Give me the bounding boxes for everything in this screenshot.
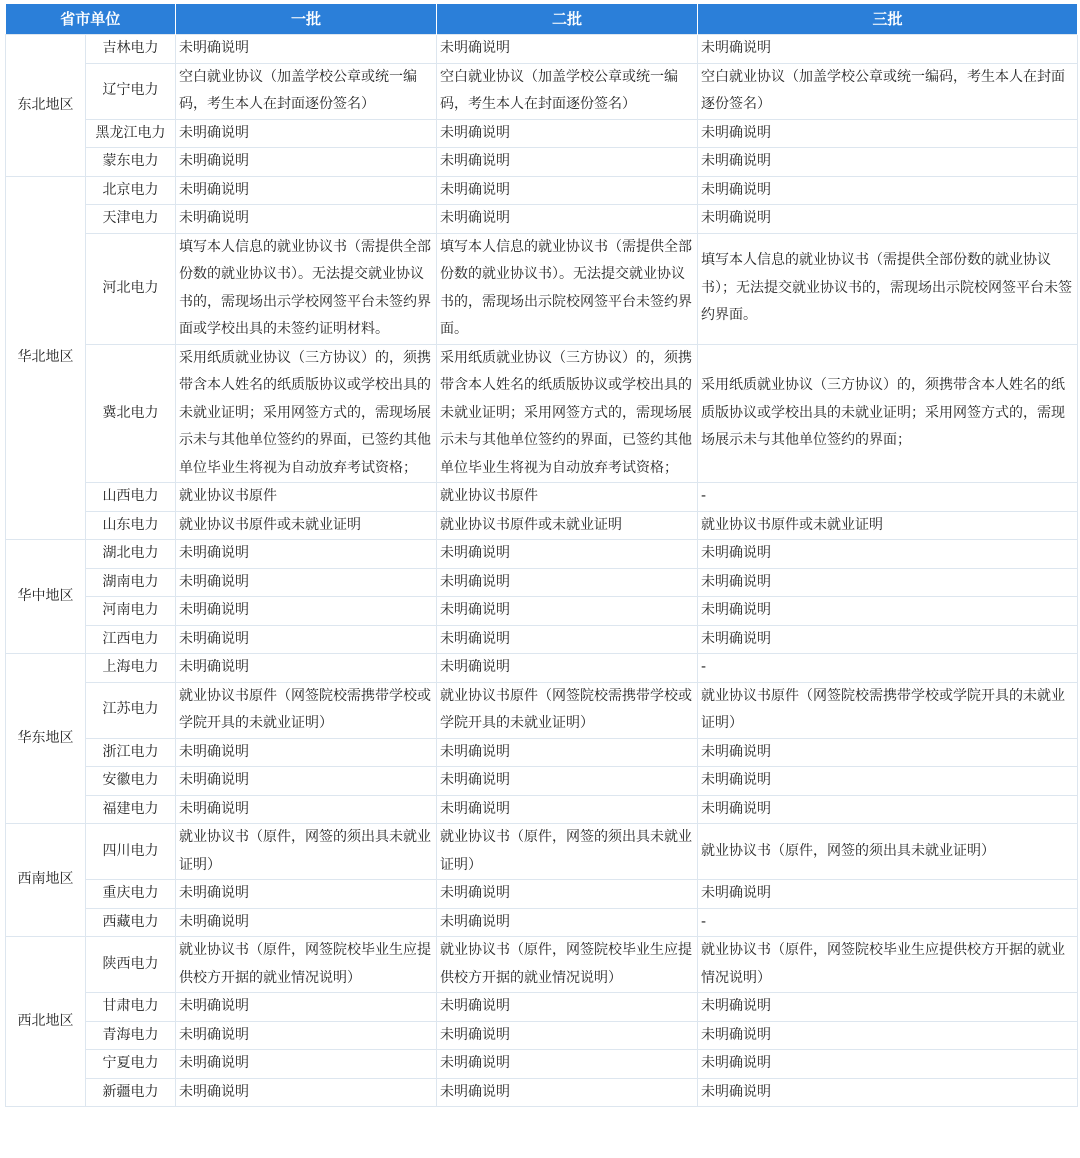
table-row [6,148,1078,177]
unit-cell: 陕西电力 [86,937,176,993]
region-cell: 华中地区 [6,540,86,654]
region-cell: 华北地区 [6,176,86,540]
batch3-cell: 就业协议书（原件，网签院校毕业生应提供校方开据的就业情况说明） [698,937,1078,993]
batch2-cell: 采用纸质就业协议（三方协议）的，须携带含本人姓名的纸质版协议或学校出具的未就业证明；采用网签方式的，需现场展示未与其他单位签约的界面，已签约其他单位毕业生将视为自动放弃考试资格； [437,344,698,483]
unit-cell: 吉林电力 [86,35,176,64]
table-row [6,233,1078,344]
batch3-cell: 采用纸质就业协议（三方协议）的，须携带含本人姓名的纸质版协议或学校出具的未就业证明；采用网签方式的，需现场展示未与其他单位签约的界面； [698,344,1078,483]
unit-cell: 山西电力 [86,483,176,512]
region-cell: 东北地区 [6,35,86,177]
batch2-cell: 空白就业协议（加盖学校公章或统一编码，考生本人在封面逐份签名） [437,63,698,119]
batch3-cell: 就业协议书原件或未就业证明 [698,511,1078,540]
batch2-cell: 未明确说明 [437,738,698,767]
batch2-cell: 未明确说明 [437,654,698,683]
batch2-cell: 未明确说明 [437,597,698,626]
header-batch3: 三批 [698,4,1078,35]
batch1-cell: 填写本人信息的就业协议书（需提供全部份数的就业协议书）。无法提交就业协议书的，需现场出示学校网签平台未签约界面或学校出具的未签约证明材料。 [176,233,437,344]
unit-cell: 山东电力 [86,511,176,540]
table-row [6,344,1078,483]
table-row [6,654,1078,683]
batch3-cell: 未明确说明 [698,1021,1078,1050]
batch3-cell: 未明确说明 [698,767,1078,796]
batch2-cell: 就业协议书原件或未就业证明 [437,511,698,540]
table-row [6,205,1078,234]
unit-cell: 重庆电力 [86,880,176,909]
batch1-cell: 就业协议书原件（网签院校需携带学校或学院开具的未就业证明） [176,682,437,738]
table-row [6,625,1078,654]
batch2-cell: 未明确说明 [437,205,698,234]
batch1-cell: 未明确说明 [176,597,437,626]
table-row [6,119,1078,148]
batch1-cell: 采用纸质就业协议（三方协议）的，须携带含本人姓名的纸质版协议或学校出具的未就业证明；采用网签方式的，需现场展示未与其他单位签约的界面，已签约其他单位毕业生将视为自动放弃考试资格； [176,344,437,483]
unit-cell: 甘肃电力 [86,993,176,1022]
batch3-cell: 未明确说明 [698,205,1078,234]
unit-cell: 上海电力 [86,654,176,683]
unit-cell: 江西电力 [86,625,176,654]
region-cell: 华东地区 [6,654,86,824]
unit-cell: 宁夏电力 [86,1050,176,1079]
batch3-cell: 未明确说明 [698,625,1078,654]
table-row [6,483,1078,512]
batch2-cell: 未明确说明 [437,568,698,597]
batch1-cell: 未明确说明 [176,35,437,64]
requirements-table [5,4,1078,1107]
batch2-cell: 未明确说明 [437,1021,698,1050]
unit-cell: 福建电力 [86,795,176,824]
table-row [6,35,1078,64]
batch1-cell: 就业协议书（原件，网签的须出具未就业证明） [176,824,437,880]
unit-cell: 河北电力 [86,233,176,344]
batch3-cell: 未明确说明 [698,35,1078,64]
batch3-cell: 未明确说明 [698,176,1078,205]
batch2-cell: 未明确说明 [437,35,698,64]
batch3-cell: 未明确说明 [698,993,1078,1022]
table-body [6,35,1078,1107]
unit-cell: 黑龙江电力 [86,119,176,148]
batch3-cell: 未明确说明 [698,540,1078,569]
batch1-cell: 未明确说明 [176,176,437,205]
batch2-cell: 未明确说明 [437,795,698,824]
batch3-cell: 未明确说明 [698,148,1078,177]
unit-cell: 蒙东电力 [86,148,176,177]
unit-cell: 天津电力 [86,205,176,234]
batch2-cell: 未明确说明 [437,119,698,148]
batch2-cell: 就业协议书（原件，网签院校毕业生应提供校方开据的就业情况说明） [437,937,698,993]
table-row [6,597,1078,626]
table-row [6,63,1078,119]
batch2-cell: 就业协议书（原件，网签的须出具未就业证明） [437,824,698,880]
batch3-cell: 未明确说明 [698,1050,1078,1079]
table-row [6,1050,1078,1079]
batch2-cell: 未明确说明 [437,908,698,937]
batch1-cell: 未明确说明 [176,568,437,597]
batch1-cell: 未明确说明 [176,625,437,654]
batch2-cell: 未明确说明 [437,625,698,654]
batch3-cell: 就业协议书原件（网签院校需携带学校或学院开具的未就业证明） [698,682,1078,738]
batch1-cell: 未明确说明 [176,1021,437,1050]
batch2-cell: 就业协议书原件（网签院校需携带学校或学院开具的未就业证明） [437,682,698,738]
batch2-cell: 未明确说明 [437,1078,698,1107]
batch3-cell: 未明确说明 [698,597,1078,626]
table-row [6,993,1078,1022]
batch1-cell: 未明确说明 [176,148,437,177]
unit-cell: 河南电力 [86,597,176,626]
unit-cell: 四川电力 [86,824,176,880]
table-header-row [6,4,1078,35]
batch1-cell: 就业协议书原件或未就业证明 [176,511,437,540]
table-row [6,937,1078,993]
batch2-cell: 未明确说明 [437,993,698,1022]
batch2-cell: 未明确说明 [437,540,698,569]
unit-cell: 安徽电力 [86,767,176,796]
unit-cell: 新疆电力 [86,1078,176,1107]
batch1-cell: 未明确说明 [176,795,437,824]
batch1-cell: 未明确说明 [176,1050,437,1079]
batch3-cell: 未明确说明 [698,880,1078,909]
unit-cell: 江苏电力 [86,682,176,738]
batch3-cell: 未明确说明 [698,568,1078,597]
batch1-cell: 未明确说明 [176,1078,437,1107]
batch2-cell: 未明确说明 [437,176,698,205]
table-row [6,568,1078,597]
unit-cell: 西藏电力 [86,908,176,937]
batch1-cell: 就业协议书（原件，网签院校毕业生应提供校方开据的就业情况说明） [176,937,437,993]
table-row [6,908,1078,937]
batch1-cell: 未明确说明 [176,767,437,796]
batch3-cell: - [698,483,1078,512]
batch2-cell: 未明确说明 [437,767,698,796]
unit-cell: 湖南电力 [86,568,176,597]
unit-cell: 湖北电力 [86,540,176,569]
table-row [6,795,1078,824]
batch1-cell: 未明确说明 [176,540,437,569]
table-row [6,1021,1078,1050]
table-row [6,540,1078,569]
batch3-cell: 就业协议书（原件，网签的须出具未就业证明） [698,824,1078,880]
batch3-cell: 填写本人信息的就业协议书（需提供全部份数的就业协议书）；无法提交就业协议书的，需现场出示院校网签平台未签约界面。 [698,233,1078,344]
table-row [6,176,1078,205]
header-batch1: 一批 [176,4,437,35]
batch1-cell: 就业协议书原件 [176,483,437,512]
unit-cell: 冀北电力 [86,344,176,483]
batch3-cell: - [698,908,1078,937]
batch1-cell: 未明确说明 [176,119,437,148]
region-cell: 西北地区 [6,937,86,1107]
batch1-cell: 未明确说明 [176,738,437,767]
table-row [6,880,1078,909]
table-row [6,1078,1078,1107]
batch2-cell: 填写本人信息的就业协议书（需提供全部份数的就业协议书）。无法提交就业协议书的，需现场出示院校网签平台未签约界面。 [437,233,698,344]
batch2-cell: 未明确说明 [437,1050,698,1079]
batch1-cell: 未明确说明 [176,908,437,937]
unit-cell: 浙江电力 [86,738,176,767]
batch3-cell: 未明确说明 [698,795,1078,824]
unit-cell: 青海电力 [86,1021,176,1050]
batch3-cell: 未明确说明 [698,119,1078,148]
batch1-cell: 未明确说明 [176,880,437,909]
unit-cell: 辽宁电力 [86,63,176,119]
batch3-cell: - [698,654,1078,683]
batch3-cell: 未明确说明 [698,738,1078,767]
batch3-cell: 空白就业协议（加盖学校公章或统一编码，考生本人在封面逐份签名） [698,63,1078,119]
unit-cell: 北京电力 [86,176,176,205]
table-row [6,682,1078,738]
table-row [6,824,1078,880]
header-batch2: 二批 [437,4,698,35]
region-cell: 西南地区 [6,824,86,937]
batch1-cell: 空白就业协议（加盖学校公章或统一编码，考生本人在封面逐份签名） [176,63,437,119]
table-row [6,511,1078,540]
batch2-cell: 未明确说明 [437,880,698,909]
header-province: 省市单位 [6,4,176,35]
batch2-cell: 未明确说明 [437,148,698,177]
batch2-cell: 就业协议书原件 [437,483,698,512]
table-row [6,767,1078,796]
table-row [6,738,1078,767]
batch1-cell: 未明确说明 [176,993,437,1022]
batch1-cell: 未明确说明 [176,205,437,234]
batch3-cell: 未明确说明 [698,1078,1078,1107]
batch1-cell: 未明确说明 [176,654,437,683]
